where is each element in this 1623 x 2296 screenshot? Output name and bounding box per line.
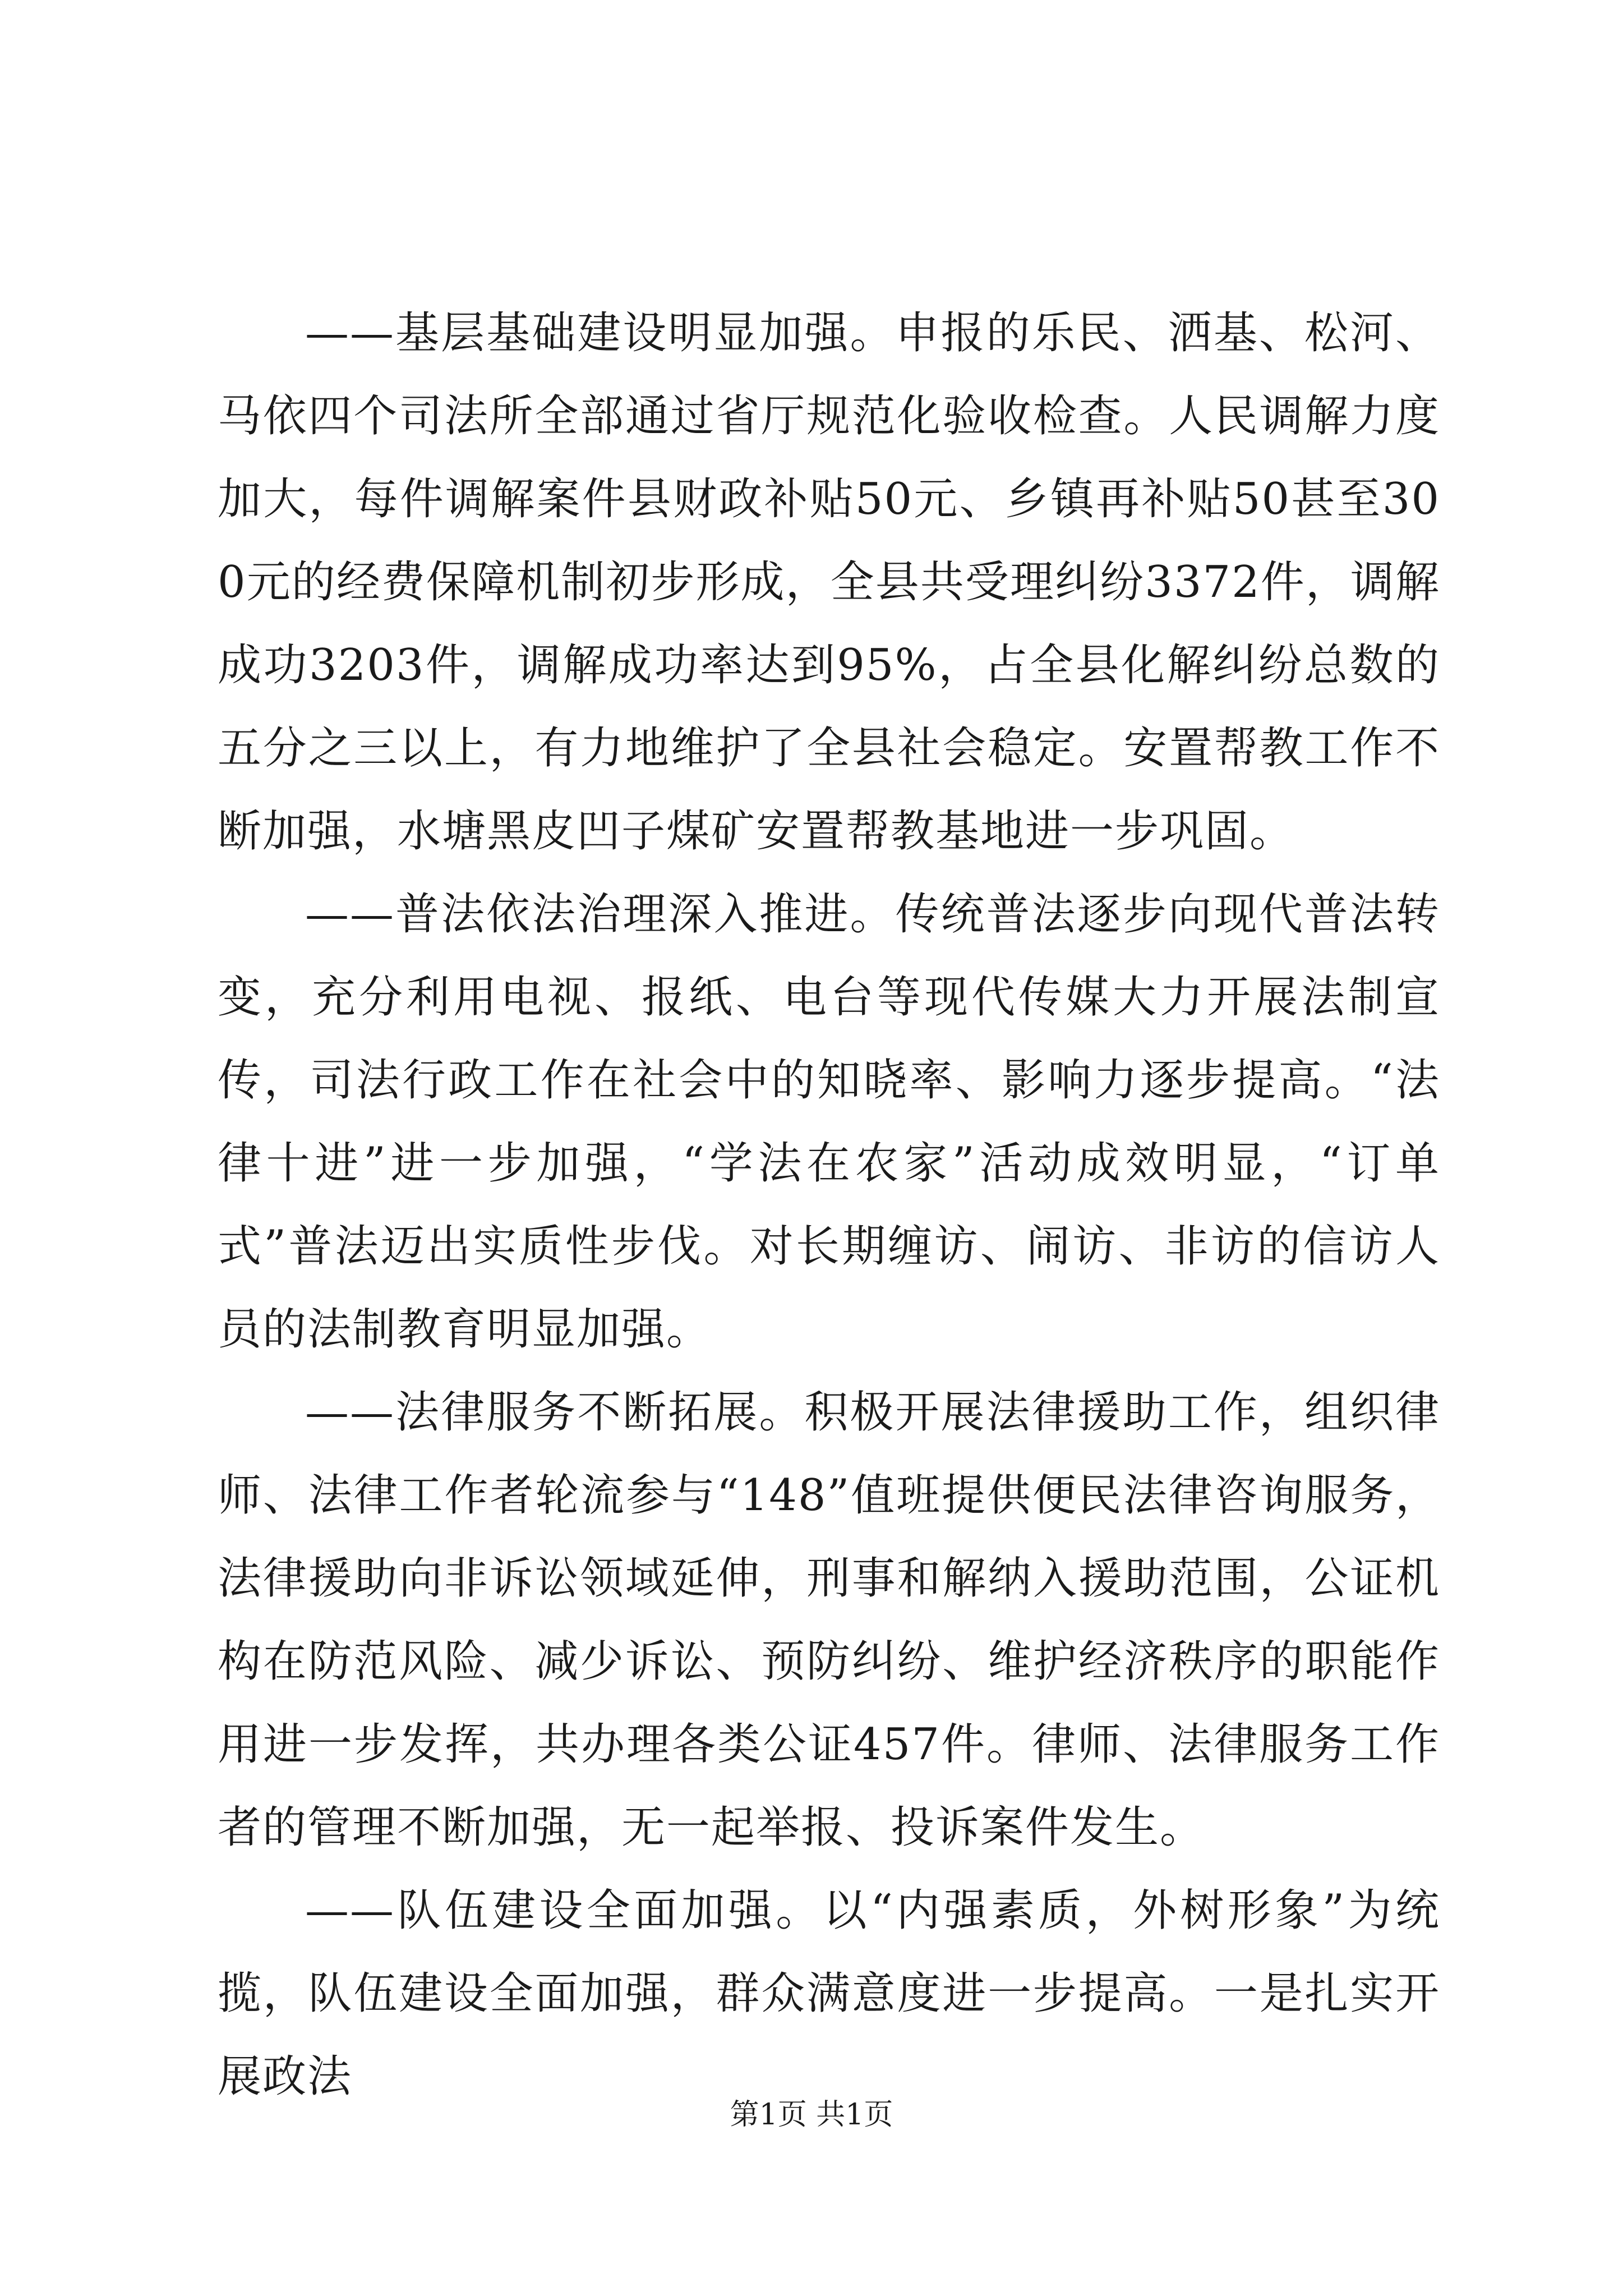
paragraph-legal-services: ——法律服务不断拓展。积极开展法律援助工作，组织律师、法律工作者轮流参与“148”值班提供便民法律咨询服务，法律援助向非诉讼领域延伸，刑事和解纳入援助范围，公证机构在防范风险、减少诉讼、预防纠纷、维护经济秩序的职能作用进一步发挥，共办理各类公证457件。律师、法律服务工作者的管理不断加强，无一起举报、投诉案件发生。 [218,1387,1440,1853]
document-body [218,292,1440,2118]
page-footer: 第1页 共1页 [730,2098,893,2132]
paragraph-grassroots: ——基层基础建设明显加强。申报的乐民、洒基、松河、马依四个司法所全部通过省厅规范化验收检查。人民调解力度加大，每件调解案件县财政补贴50元、乡镇再补贴50甚至300元的经费保障机制初步形成，全县共受理纠纷3372件，调解成功3203件，调解成功率达到95%，占全县化解纠纷总数的五分之三以上，有力地维护了全县社会稳定。安置帮教工作不断加强，水塘黑皮凹子煤矿安置帮教基地进一步巩固。 [218,308,1440,857]
paragraph-legal-education: ——普法依法治理深入推进。传统普法逐步向现代普法转变，充分利用电视、报纸、电台等现代传媒大力开展法制宣传，司法行政工作在社会中的知晓率、影响力逐步提高。“法律十进”进一步加强，“学法在农家”活动成效明显，“订单式”普法迈出实质性步伐。对长期缠访、闹访、非访的信访人员的法制教育明显加强。 [218,889,1440,1355]
paragraph-team-building: ——队伍建设全面加强。以“内强素质，外树形象”为统揽，队伍建设全面加强，群众满意度进一步提高。一是扎实开展政法 [218,1885,1440,2102]
